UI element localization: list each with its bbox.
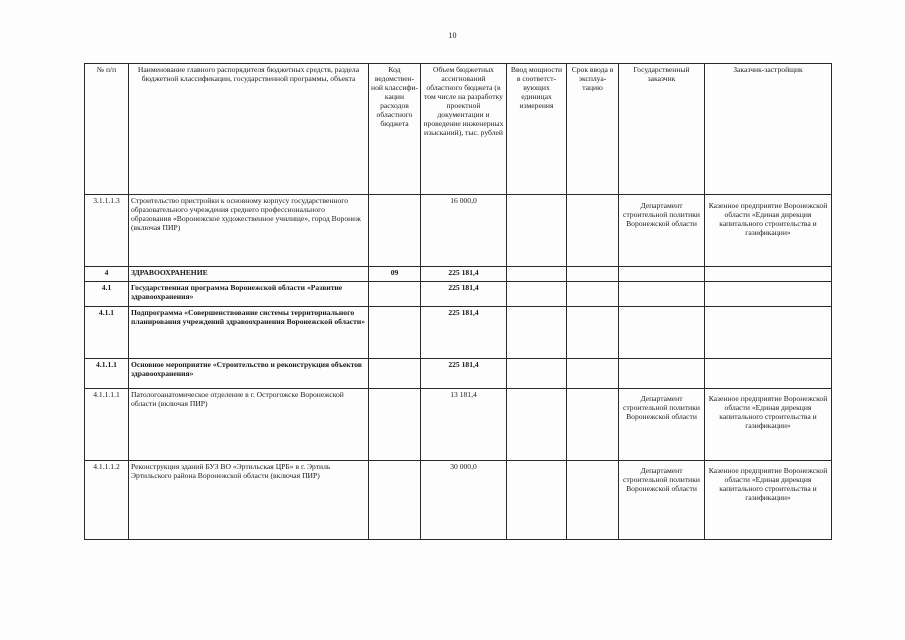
row-num: 4 [85,267,129,282]
row-code [369,307,421,359]
row-amount: 13 181,4 [421,389,507,461]
table-row [85,195,832,267]
table-row [85,461,832,540]
row-capacity [507,307,567,359]
row-capacity [507,359,567,389]
row-customer: Департамент строительной политики Воронежской области [619,195,705,267]
header-capacity: Ввод мощности в соответст-вующих единицах измерения [507,64,567,195]
row-num: 4.1.1.1.2 [85,461,129,540]
table-row [85,282,832,307]
row-term [567,389,619,461]
row-amount: 30 000,0 [421,461,507,540]
row-code [369,282,421,307]
row-developer: Казенное предприятие Воронежской области «Единая дирекция капитального строительства и газификации» [705,389,832,461]
row-term [567,307,619,359]
row-amount: 225 181,4 [421,307,507,359]
header-term: Срок ввода в эксплуа-тацию [567,64,619,195]
row-capacity [507,282,567,307]
row-amount: 16 000,0 [421,195,507,267]
row-developer: Казенное предприятие Воронежской области «Единая дирекция капитального строительства и газификации» [705,461,832,540]
row-term [567,461,619,540]
row-code [369,195,421,267]
table-row [85,359,832,389]
row-num: 3.1.1.1.3 [85,195,129,267]
row-name: Государственная программа Воронежской области «Развитие здравоохранения» [129,282,369,307]
row-customer: Департамент строительной политики Воронежской области [619,389,705,461]
table-header-row [85,64,832,195]
row-customer [619,359,705,389]
row-customer [619,267,705,282]
row-name: ЗДРАВООХРАНЕНИЕ [129,267,369,282]
row-code [369,461,421,540]
row-developer [705,307,832,359]
row-developer [705,359,832,389]
header-num: № п/п [85,64,129,195]
row-num: 4.1.1.1.1 [85,389,129,461]
row-name: Реконструкция зданий БУЗ ВО «Эртильская ЦРБ» в г. Эртиль Эртильского района Воронежской области (включая ПИР) [129,461,369,540]
row-capacity [507,267,567,282]
row-name: Подпрограмма «Совершенствование системы территориального планирования учреждений здравоохранения Воронежской области» [129,307,369,359]
row-code: 09 [369,267,421,282]
row-term [567,282,619,307]
row-name: Патологоанатомическое отделение в г. Острогожске Воронежской области (включая ПИР) [129,389,369,461]
row-customer [619,282,705,307]
row-capacity [507,389,567,461]
table-row [85,307,832,359]
header-customer: Государственный заказчик [619,64,705,195]
row-term [567,195,619,267]
row-num: 4.1.1 [85,307,129,359]
row-developer: Казенное предприятие Воронежской области «Единая дирекция капитального строительства и газификации» [705,195,832,267]
row-num: 4.1 [85,282,129,307]
row-name: Основное мероприятие «Строительство и реконструкция объектов здравоохранения» [129,359,369,389]
capital-investment-table [84,63,832,540]
row-term [567,267,619,282]
row-amount: 225 181,4 [421,282,507,307]
header-name: Наименование главного распорядителя бюджетных средств, раздела бюджетной классификации, государственной программы, объекта [129,64,369,195]
row-amount: 225 181,4 [421,267,507,282]
page-number: 10 [448,31,457,40]
row-code [369,359,421,389]
row-customer: Департамент строительной политики Воронежской области [619,461,705,540]
row-developer [705,267,832,282]
table-row [85,389,832,461]
row-customer [619,307,705,359]
table-row [85,267,832,282]
row-code [369,389,421,461]
row-term [567,359,619,389]
row-num: 4.1.1.1 [85,359,129,389]
row-developer [705,282,832,307]
row-capacity [507,461,567,540]
header-amount: Объем бюджетных ассигнований областного бюджета (в том числе на разработку проектной документации и проведение инженерных изысканий), тыс. рублей [421,64,507,195]
row-amount: 225 181,4 [421,359,507,389]
header-developer: Заказчик-застройщик [705,64,832,195]
header-code: Код ведомствен-ной классифи-кации расходов областного бюджета [369,64,421,195]
row-name: Строительство пристройки к основному корпусу государственного образовательного учреждения среднего профессионального образования «Воронежское художественное училище», город Воронеж (включая ПИР) [129,195,369,267]
row-capacity [507,195,567,267]
